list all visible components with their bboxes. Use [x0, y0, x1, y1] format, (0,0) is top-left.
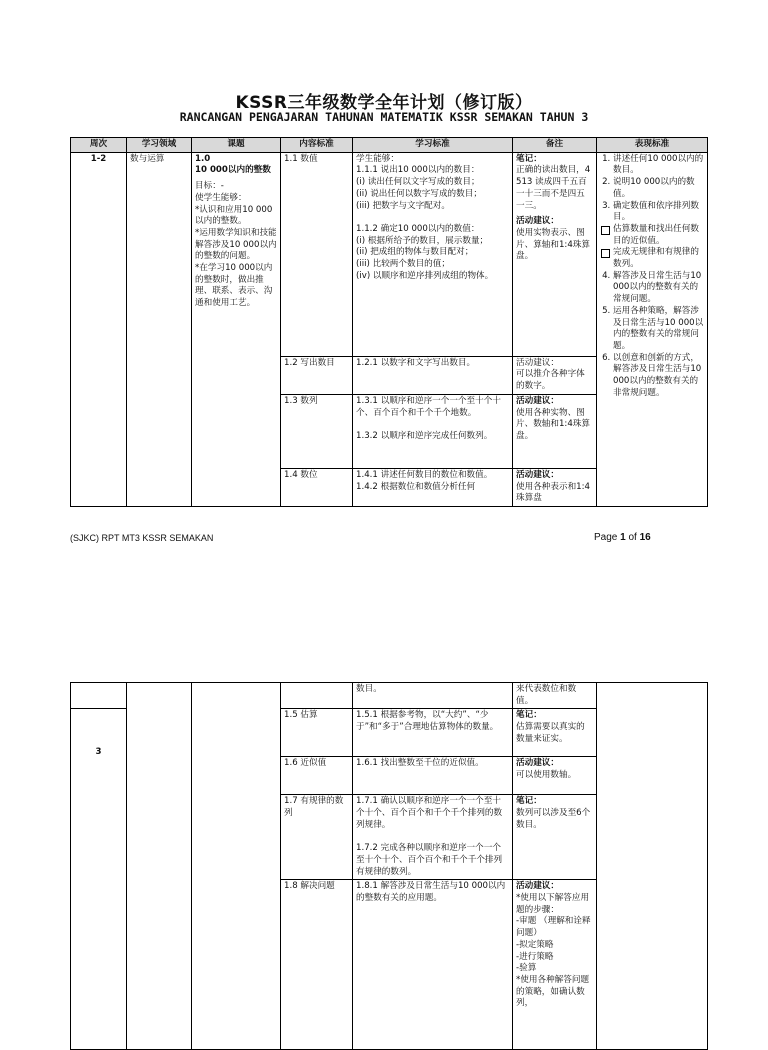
- list-item: 6. 以创意和创新的方式，解答涉及日常生活与10 000以内的整数有关的非常规问题。: [613, 353, 704, 400]
- content-cell: 1.2 写出数目: [281, 356, 353, 394]
- learning-cell: 1.5.1 根据参考物，以“大约”、“少于”和“多于”合理地估算物体的数量。: [353, 709, 513, 757]
- learning-cell: 1.2.1 以数字和文字写出数目。: [353, 356, 513, 394]
- content-cell: 1.8 解决问题: [281, 880, 353, 1050]
- note-text: *使用以下解答应用题的步骤： -审题 （理解和诠释问题） -拟定策略 -进行策略 -验算 *使用各种解答问题的策略，如确认数列，: [516, 893, 591, 1009]
- list-item: 估算数量和找出任何数目的近似值。: [613, 224, 704, 247]
- note-label: 活动建议：: [516, 395, 559, 406]
- note-text: 数列可以涉及至6个 数目。: [516, 808, 593, 830]
- learning-cell: 1.7.1 确认以顺序和逆序一个一个至十个十个、百个百个和千个千个排列的数列规律。 1.7.2 完成各种以顺序和逆序一个一个至十个十个、百个百个和千个千个排列有规律的数列。: [353, 795, 513, 880]
- content-cell: 1.4 数位: [281, 468, 353, 506]
- learning-cell: 数目。: [353, 683, 513, 709]
- list-item: 完成无规律和有规律的数列。: [613, 247, 704, 270]
- content-cell: 1.5 估算: [281, 709, 353, 757]
- note-text: 可以使用数轴。: [516, 770, 577, 781]
- performance-cell: [597, 152, 708, 506]
- note-label: 活动建议：: [516, 758, 559, 769]
- note-text: 使用实物表示、图片、算轴和1:4珠算盘。: [516, 227, 590, 262]
- footer-doc-name: (SJKC) RPT MT3 KSSR SEMAKAN: [70, 533, 214, 543]
- content-cell: 1.7 有规律的数列: [281, 795, 353, 880]
- note-label: 笔记：: [516, 796, 542, 807]
- note-label: 活动建议：: [516, 881, 559, 892]
- area-cell: 数与运算: [127, 152, 192, 506]
- note-text: 正确的读出数目，4513 读成四千五百一十三而不是四五一三。: [516, 165, 591, 211]
- week-cell: 1-2: [71, 152, 127, 506]
- document-page-2: [0, 600, 768, 1024]
- col-performance-standard: 表现标准: [597, 138, 708, 153]
- note-label: 活动建议：: [516, 216, 559, 227]
- col-notes: 备注: [513, 138, 597, 153]
- notes-cell: [513, 880, 597, 1050]
- note-label: 笔记：: [516, 153, 542, 164]
- topic-body: 目标：- 使学生能够： *认识和应用10 000以内的整数。 *运用数学知识和技能解答涉及10 000以内的整数的问题。 *在学习10 000以内的整数时，做出推理、联系、表示、沟通和使用工艺。: [195, 181, 277, 309]
- col-area: 学习领域: [127, 138, 192, 153]
- note-label: 活动建议：: [516, 469, 559, 480]
- notes-cell: [513, 152, 597, 356]
- learning-cell: 1.8.1 解答涉及日常生活与10 000以内的整数有关的应用题。: [353, 880, 513, 1050]
- notes-cell: [513, 468, 597, 506]
- col-content-standard: 内容标准: [281, 138, 353, 153]
- plan-table-page-2: [70, 682, 708, 1050]
- topic-title: 1.0 10 000以内的整数: [195, 153, 271, 176]
- learning-cell: 1.6.1 找出整数至千位的近似值。: [353, 757, 513, 795]
- table-header-row: [71, 138, 708, 153]
- notes-cell: [513, 394, 597, 468]
- content-cell: 1.6 近似值: [281, 757, 353, 795]
- note-label: 笔记：: [516, 710, 542, 721]
- area-cell: [127, 683, 192, 1050]
- plan-table-page-1: [70, 137, 708, 507]
- week-cell: [71, 683, 127, 709]
- note-text: 估算需要以真实的数量来证实。: [516, 722, 585, 744]
- learning-cell: 1.4.1 讲述任何数目的数位和数值。 1.4.2 根据数位和数值分析任何: [353, 468, 513, 506]
- footer-page-number: Page 1 of 16: [594, 532, 651, 543]
- title-chinese: KSSR三年级数学全年计划（修订版）: [235, 93, 533, 113]
- table-row: [71, 683, 708, 709]
- content-cell: 1.1 数值: [281, 152, 353, 356]
- content-cell: 1.3 数列: [281, 394, 353, 468]
- topic-cell: [192, 683, 281, 1050]
- col-topic: 课题: [192, 138, 281, 153]
- note-text: 使用各种实物、图片、数轴和1:4珠算盘。: [516, 407, 590, 441]
- col-learning-standard: 学习标准: [353, 138, 513, 153]
- content-cell: [281, 683, 353, 709]
- col-week: 周次: [71, 138, 127, 153]
- list-item: 3. 确定数值和依序排列数目。: [613, 201, 704, 224]
- notes-cell: 来代表数位和数值。: [513, 683, 597, 709]
- week-cell: 3: [71, 709, 127, 1050]
- note-text: 使用各种表示和1:4珠算盘: [516, 481, 590, 504]
- table-row: [71, 152, 708, 356]
- list-item: 2. 说明10 000以内的数值。: [613, 177, 704, 200]
- topic-cell: [192, 152, 281, 506]
- title-malay: RANCANGAN PENGAJARAN TAHUNAN MATEMATIK KSSR SEMAKAN TAHUN 3: [179, 110, 589, 124]
- notes-cell: 活动建议： 可以推介各种字体的数字。: [513, 356, 597, 394]
- performance-cell: [597, 683, 708, 1050]
- performance-list: [600, 154, 704, 400]
- notes-cell: [513, 795, 597, 880]
- list-item: 5. 运用各种策略，解答涉及日常生活与10 000以内的整数有关的常规问题。: [613, 306, 704, 353]
- notes-cell: [513, 709, 597, 757]
- list-item: 1. 讲述任何10 000以内的数目。: [613, 154, 704, 177]
- learning-cell: 学生能够： 1.1.1 说出10 000以内的数目： (i) 读出任何以文字写成的数目； (ii) 说出任何以数字写成的数目； (iii) 把数字与文字配对。 1.1.2 确定10 000以内的数值： (i) 根据所给予的数目，展示数量； (ii) 把成组的物体与数目配对； (iii) 比较两个数目的值； (iv) 以顺序和逆序排列成组的物体。: [353, 152, 513, 356]
- list-item: 4. 解答涉及日常生活与10 000以内的整数有关的常规问题。: [613, 271, 704, 306]
- learning-cell: 1.3.1 以顺序和逆序一个一个至十个十个、百个百个和千个千个地数。 1.3.2 以顺序和逆序完成任何数列。: [353, 394, 513, 468]
- notes-cell: [513, 757, 597, 795]
